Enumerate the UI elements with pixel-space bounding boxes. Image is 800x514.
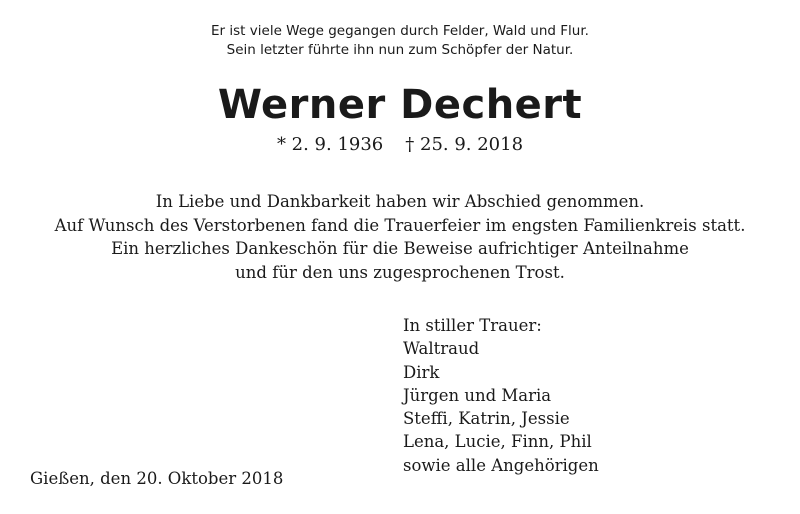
place-and-date: Gießen, den 20. Oktober 2018 xyxy=(30,469,284,488)
mourner-entry: Dirk xyxy=(403,362,440,382)
verse-line: Er ist viele Wege gegangen durch Felder, Wald und Flur. xyxy=(211,23,589,39)
message-line: In Liebe und Dankbarkeit haben wir Abschied genommen. xyxy=(155,192,645,211)
mourners-list xyxy=(403,314,599,477)
verse-line: Sein letzter führte ihn nun zum Schöpfer der Natur. xyxy=(226,42,574,58)
memorial-verse xyxy=(0,22,800,60)
mourner-entry: Waltraud xyxy=(403,339,480,359)
mourner-entry: Steffi, Katrin, Jessie xyxy=(403,409,570,429)
message-line: Ein herzliches Dankeschön für die Beweise aufrichtiger Anteilnahme xyxy=(111,239,689,258)
death-date: † 25. 9. 2018 xyxy=(405,134,524,155)
mourner-entry: Jürgen und Maria xyxy=(403,385,552,405)
farewell-message xyxy=(0,190,800,284)
mourner-entry: sowie alle Angehörigen xyxy=(403,455,599,475)
message-line: Auf Wunsch des Verstorbenen fand die Trauerfeier im engsten Familienkreis statt. xyxy=(54,215,746,235)
mourners-heading: In stiller Trauer: xyxy=(403,316,542,335)
birth-date: * 2. 9. 1936 xyxy=(276,134,384,155)
life-dates xyxy=(0,132,800,158)
deceased-name: Werner Dechert xyxy=(217,82,583,128)
message-line: und für den uns zugesprochenen Trost. xyxy=(235,262,565,282)
mourner-entry: Lena, Lucie, Finn, Phil xyxy=(403,432,592,452)
